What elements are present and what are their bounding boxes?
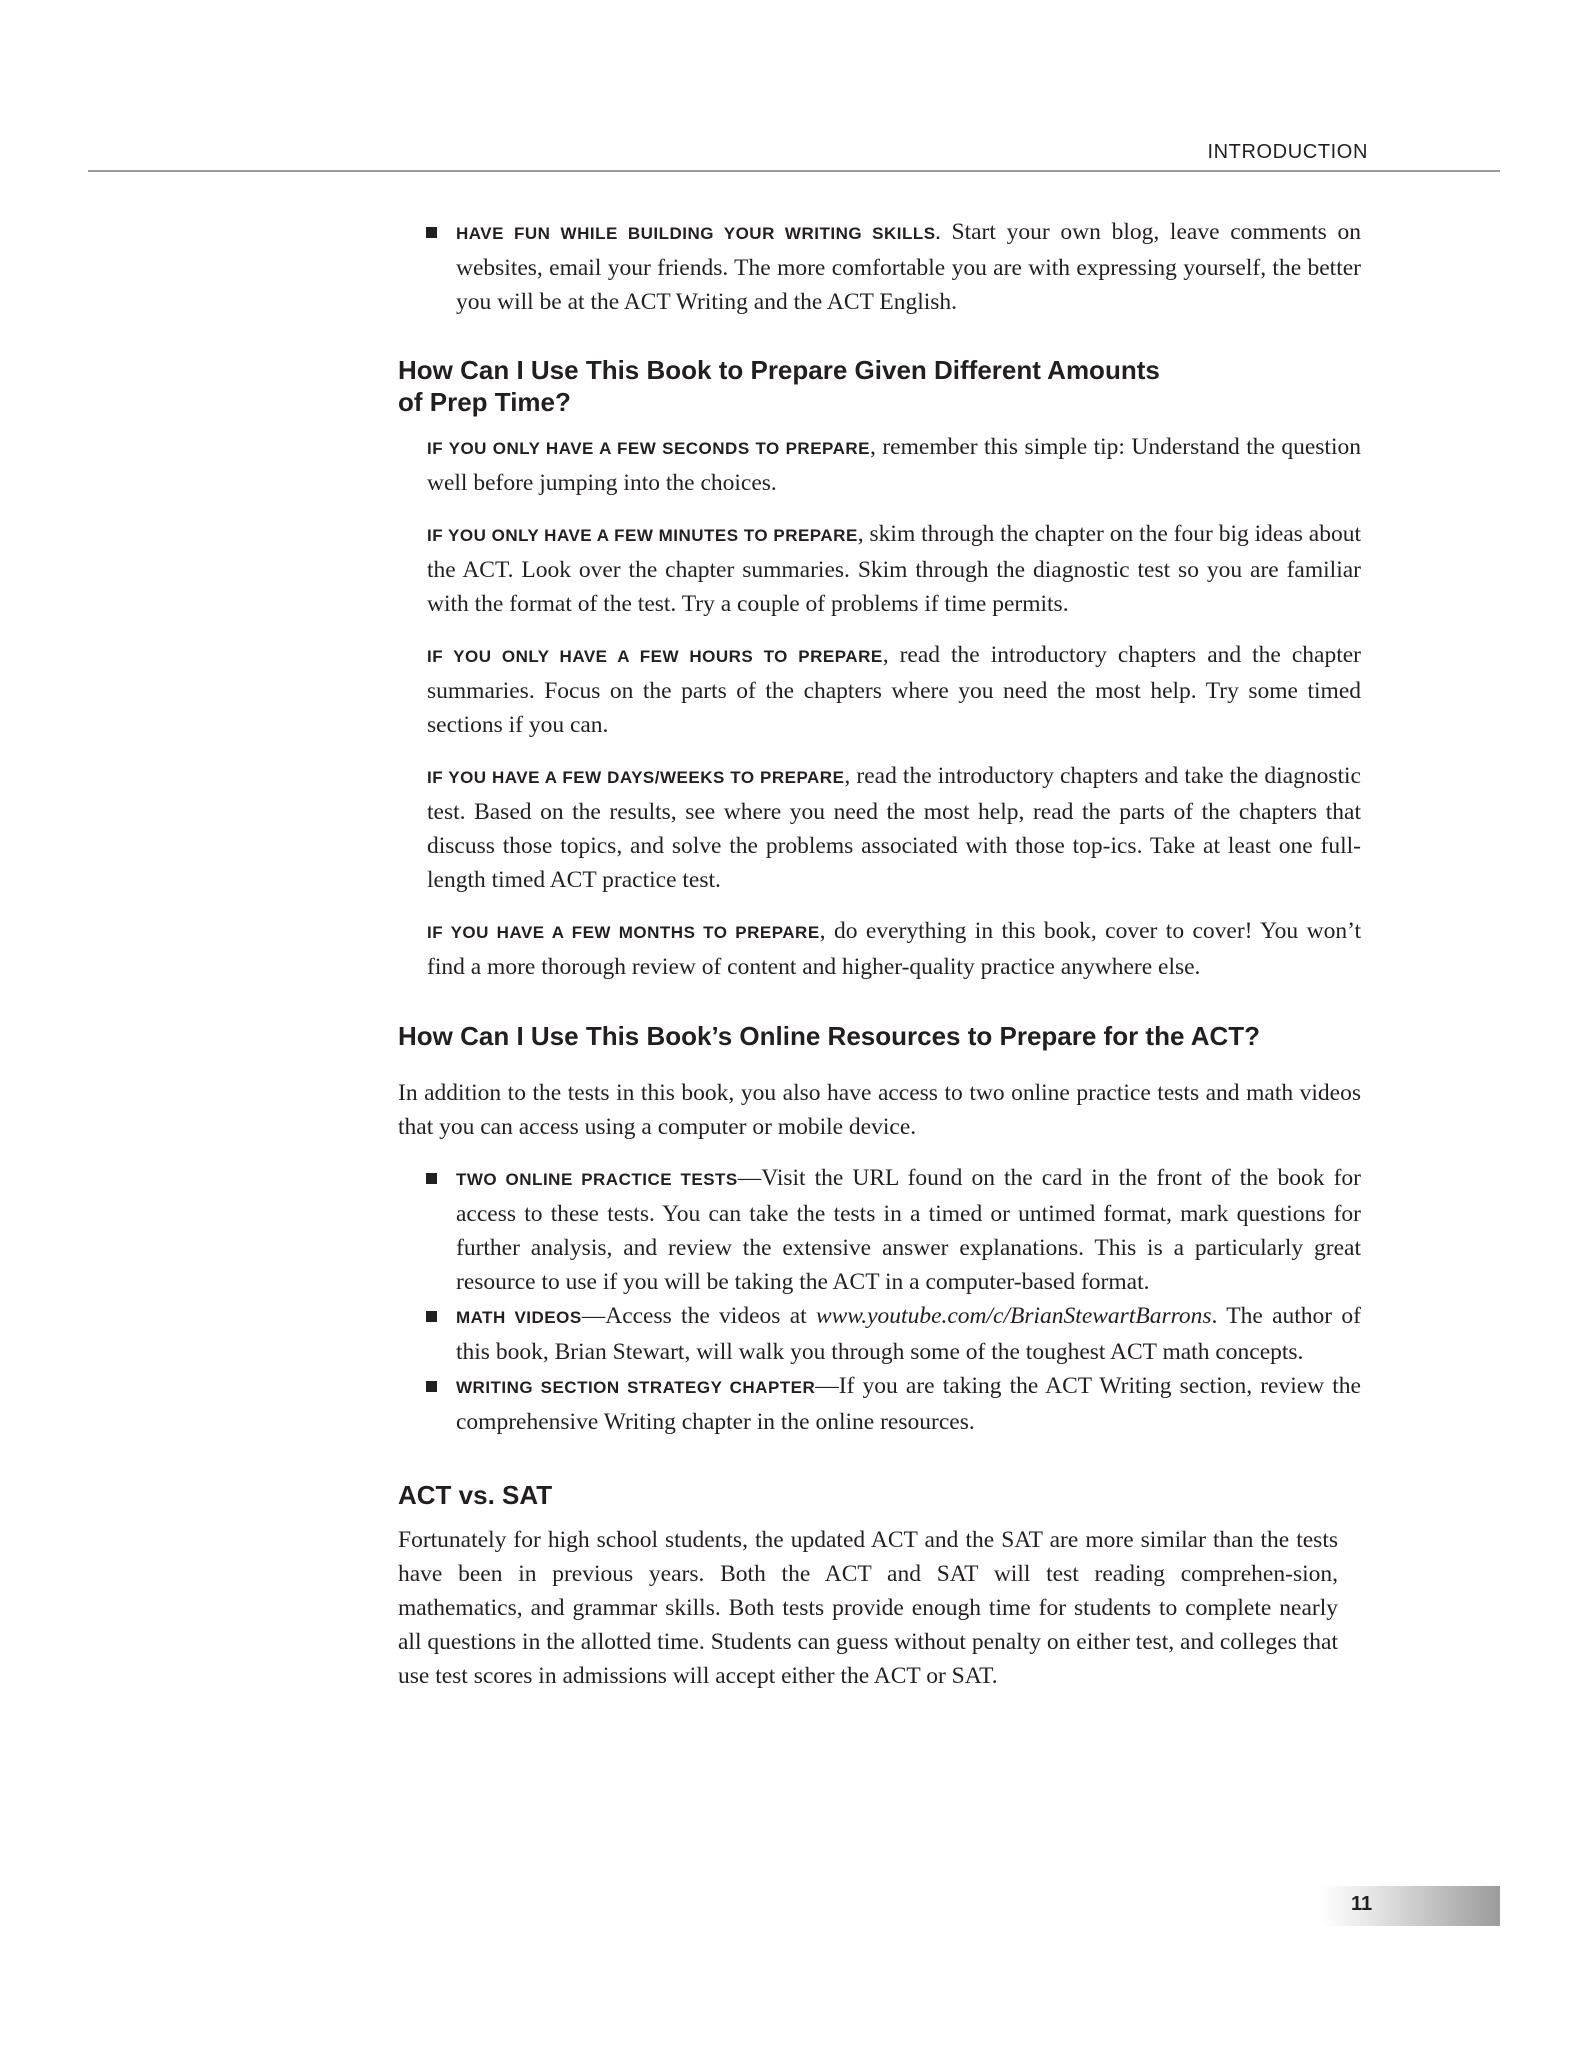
online-intro-paragraph: In addition to the tests in this book, you also have access to two online practice tests and math videos that you can access using a computer or mobile device. [398, 1080, 1361, 1140]
item-text: —Visit the URL found on the card in the front of the book for access to these tests. You can take the tests in a timed or untimed format, mark questions for further analysis, and review the extensive answer explanations. This is a particularly great resource to use if you will be taking the ACT in a computer-based format. [456, 1165, 1361, 1295]
square-bullet-icon [426, 227, 437, 238]
section-heading-act-vs-sat: ACT vs. SAT [398, 1480, 553, 1510]
lead-in: IF YOU HAVE A FEW MONTHS TO PREPARE [427, 923, 820, 942]
square-bullet-icon [426, 1381, 437, 1392]
item-text: —Access the videos at [581, 1303, 816, 1329]
square-bullet-icon [426, 1311, 437, 1322]
prep-hours-paragraph [398, 638, 1361, 742]
list-item [398, 1299, 1361, 1369]
item-text: . The author of this book, Brian Stewart, will walk you through some of the toughest ACT math concepts. [456, 1303, 1361, 1365]
list-item [398, 1369, 1361, 1439]
list-item [398, 215, 1361, 319]
act-vs-sat-paragraph: Fortunately for high school students, the updated ACT and the SAT are more similar than the tests have been in previous years. Both the ACT and SAT will test reading comprehen-sion, mathematics, and grammar skills. Both tests provide enough time for students to complete nearly all questions in the allotted time. Students can guess without penalty on either test, and colleges that use test scores in admissions will accept either the ACT or SAT. [398, 1527, 1338, 1689]
page-number-tab [1321, 1886, 1500, 1926]
section-heading-online-resources: How Can I Use This Book’s Online Resources to Prepare for the ACT? [398, 1021, 1261, 1051]
prep-minutes-paragraph [398, 517, 1361, 621]
lead-in: IF YOU HAVE A FEW DAYS/WEEKS TO PREPARE [427, 768, 845, 787]
item-text: —If you are taking the ACT Writing section, review the comprehensive Writing chapter in the online resources. [456, 1373, 1361, 1435]
paragraph-text: , read the introductory chapters and take the diagnostic test. Based on the results, see where you need the most help, read the parts of the chapters that discuss those topics, and solve the problems associated with those top-ics. Take at least one full-length timed ACT practice test. [427, 763, 1361, 893]
section-heading-prep-time [398, 354, 1361, 418]
list-item [398, 1161, 1361, 1299]
lead-in: WRITING SECTION STRATEGY CHAPTER [456, 1378, 816, 1397]
online-resources-list [398, 1161, 1361, 1439]
lead-in: IF YOU ONLY HAVE A FEW HOURS TO PREPARE [427, 647, 883, 666]
paragraph-text: , remember this simple tip: Understand the question well before jumping into the choices. [427, 434, 1361, 496]
running-head: INTRODUCTION [1207, 141, 1368, 163]
lead-in: MATH VIDEOS [456, 1308, 582, 1327]
prep-days-weeks-paragraph [398, 759, 1361, 897]
running-head-rule [88, 138, 1500, 172]
square-bullet-icon [426, 1173, 437, 1184]
lead-in: IF YOU ONLY HAVE A FEW MINUTES TO PREPARE [427, 526, 858, 545]
item-text: Start your own blog, leave comments on websites, email your friends. The more comfortable you are with expressing yourself, the better you will be at the ACT Writing and the ACT English. [456, 219, 1362, 315]
lead-in: IF YOU ONLY HAVE A FEW SECONDS TO PREPARE [427, 439, 871, 458]
top-bullet-list [398, 215, 1361, 319]
paragraph-text: , do everything in this book, cover to cover! You won’t find a more thorough review of content and higher-quality practice anywhere else. [427, 918, 1361, 980]
prep-seconds-paragraph [398, 430, 1361, 500]
paragraph-text: , read the introductory chapters and the chapter summaries. Focus on the parts of the chapters where you need the most help. Try some timed sections if you can. [427, 642, 1361, 738]
lead-in: TWO ONLINE PRACTICE TESTS [456, 1170, 738, 1189]
heading-line: How Can I Use This Book to Prepare Given Different Amounts [398, 355, 1160, 385]
heading-line: of Prep Time? [398, 387, 571, 417]
page-number: 11 [1351, 1893, 1373, 1915]
prep-months-paragraph [398, 914, 1361, 984]
page-content [398, 215, 1361, 1693]
lead-in: HAVE FUN WHILE BUILDING YOUR WRITING SKILLS. [456, 224, 941, 243]
youtube-url: www.youtube.com/c/BrianStewartBarrons [815, 1303, 1212, 1329]
paragraph-text: , skim through the chapter on the four big ideas about the ACT. Look over the chapter summaries. Skim through the diagnostic test so you are familiar with the format of the test. Try a couple of problems if time permits. [427, 521, 1361, 617]
